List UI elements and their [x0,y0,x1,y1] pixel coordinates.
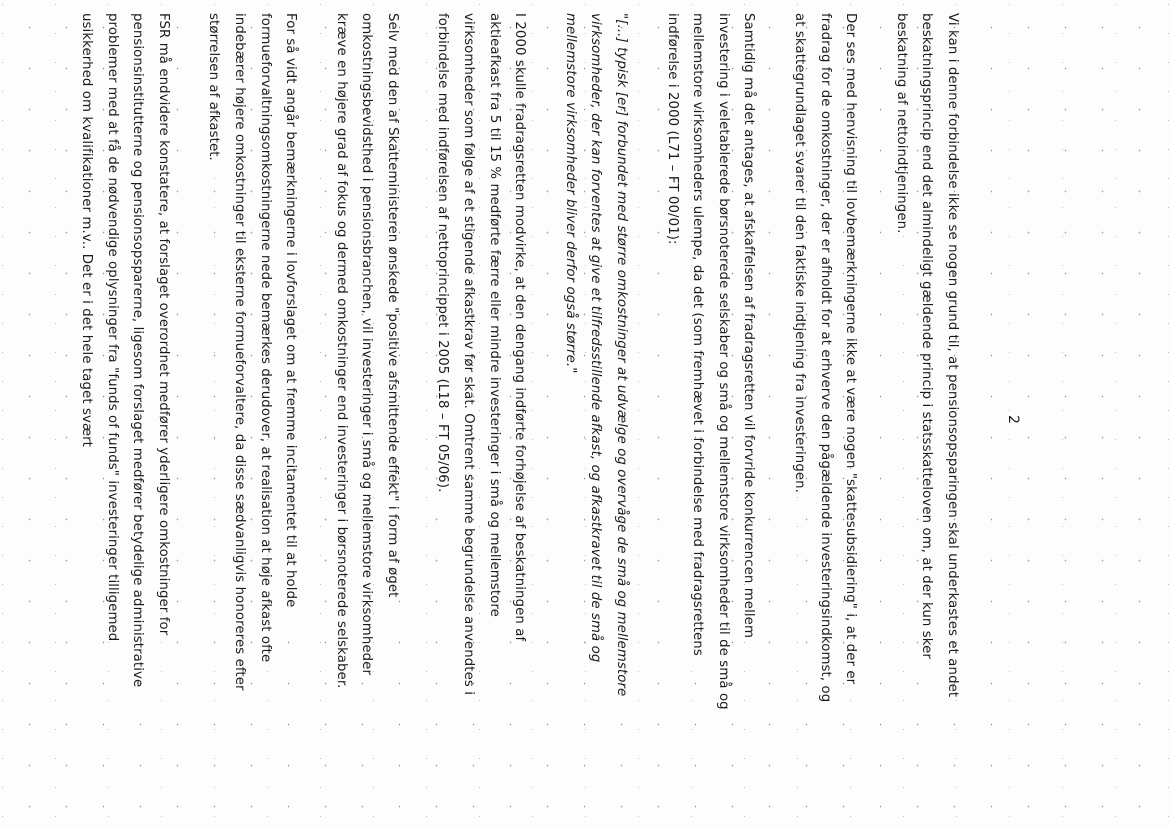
paragraph-5: I 2000 skulle fradragsretten modvirke, at den dengang indførte forhøjelse af beskatningen af aktieafkast fra 5 til 15 % medførte færre eller mindre investeringer i små og mellemstore virksomheder som følge af et stigende afkastkrav før skat. Omtrent samme begrundelse anvendtes i forbindelse med indførelsen af nettoprincippet i 2005 (L18 – FT 05/06). [435,13,528,696]
paragraph-7: For så vidt angår bemærkningerne i lovforslaget om at fremme incitamentet til at holde formueforvaltningsomkostningerne nede bemærkes derudover, at realisation at høje afkast ofte indebærer højere omkostninger til eksterne formueforvaltere, da disse sædvanligvis honoreres efter størrelsen af afkastet. [206,13,299,691]
paragraph-3: Samtidig må det antages, at afskaffelsen af fradragsretten vil forvride konkurrencen mellem investering i veletablerede børsnoterede selskaber og små og mellemstore virksomheder til de små og mellemstore virksomheders ulempe, da det (som fremhævet i forbindelse med fradragsrettens indførelse i 2000 (L71 – FT 00/01): [664,13,757,710]
paragraph-1: Vi kan i denne forbindelse ikke se nogen grund til, at pensionsopsparingen skal underkastes et andet beskatningsprincip end det almindeligt gældende princip i statsskatteloven om, at der kun sker beskatning af nettoindtjeningen. [893,13,960,698]
paragraph-2: Der ses med henvisning til lovbemærkningerne ikke at være nogen "skattesubsidiering" i, at der er fradrag for de omkostninger, der er afholdt for at erhverve den pågældende investeringsindkomst, og at skattegrundlaget svarer til den faktiske indtjening fra investeringen. [792,13,859,703]
page-number: 2 [1005,415,1021,425]
quote-paragraph: "[...] typisk [er] forbundet med større omkostninger at udvælge og overvåge de små og mellemstore virksomheder, der kan forventes at give et tilfredsstillende afkast, og afkastkravet til de små og mellemstore virksomheder bliver derfor også større." [562,13,630,697]
paragraph-8: FSR må endvidere konstatere, at forslaget overordnet medfører yderligere omkostninger for pensionsinstitutterne og pensionsopsparerne, ligesom forslaget medfører betydelige administrative problemer med at få de nødvendige oplysninger fra "funds of funds" investeringer tilligemed usikkerhed om kvalifikationer m.v.. Det er i det hele taget svært [78,13,171,688]
body-text [48,13,965,713]
rotated-text-block [78,13,1025,713]
paragraph-6: Selv med den af Skatteministeren ønskede "positive afsmittende effekt" i form af øget omkostningsbevidsthed i pensionsbranchen, vil investeringer i små og mellemstore virksomheder kræve en højere grad af fokus og dermed omkostninger end investeringer i børsnoterede selskaber. [333,13,400,689]
